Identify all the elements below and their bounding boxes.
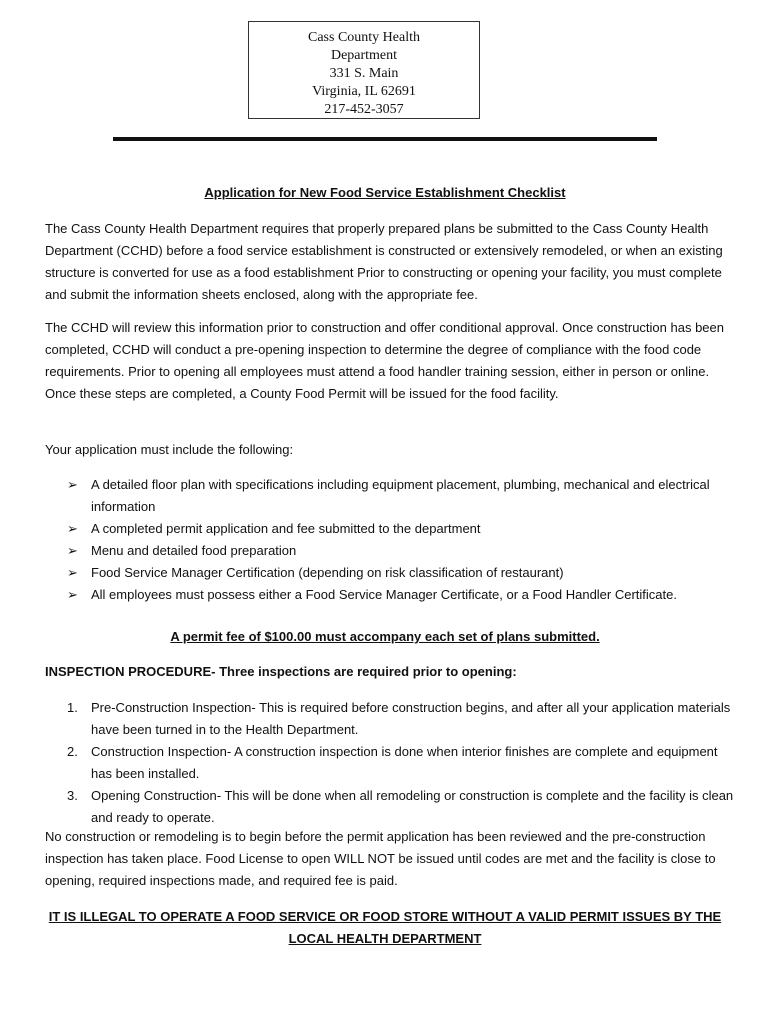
address-line: 331 S. Main [329, 66, 399, 81]
list-number: 1. [67, 700, 78, 715]
legal-warning: IT IS ILLEGAL TO OPERATE A FOOD SERVICE OR FOOD STORE WITHOUT A VALID PERMIT ISSUES BY THE LOCAL HEALTH DEPARTMENT [48, 909, 722, 946]
list-item [45, 474, 735, 518]
list-item-text: Food Service Manager Certification (depending on risk classification of restaurant) [91, 565, 564, 580]
list-item [45, 584, 735, 606]
list-number: 3. [67, 788, 78, 803]
fee-notice: A permit fee of $100.00 must accompany each set of plans submitted. [170, 629, 600, 644]
list-item-text: A detailed floor plan with specifications including equipment placement, plumbing, mechanical and electrical information [91, 477, 710, 514]
intro-paragraph: The Cass County Health Department requires that properly prepared plans be submitted to the Cass County Health Department (CCHD) before a food service establishment is constructed or extensively remodeled, or when an existing structure is converted for use as a food establishment Prior to constructing or opening your facility, you must complete and submit the information sheets enclosed, along with the appropriate fee. [45, 221, 723, 302]
arrowhead-bullet-icon: ➢ [67, 521, 78, 536]
list-item-text: Pre-Construction Inspection- This is required before construction begins, and after all your application materials have been turned in to the Health Department. [91, 700, 731, 737]
list-item-text: Construction Inspection- A construction inspection is done when interior finishes are complete and equipment has been installed. [91, 744, 718, 781]
horizontal-divider [113, 137, 657, 141]
list-item [45, 518, 735, 540]
requirements-list [45, 474, 735, 606]
inspection-heading: INSPECTION PROCEDURE- Three inspections are required prior to opening: [45, 664, 517, 679]
arrowhead-bullet-icon: ➢ [67, 477, 78, 492]
list-item [45, 785, 735, 829]
review-paragraph: The CCHD will review this information prior to construction and offer conditional approval. Once construction has been completed, CCHD will conduct a pre-opening inspection to determine the degree of compliance with the food code requirements. Prior to opening all employees must attend a food handler training session, either in person or online. Once these steps are completed, a County Food Permit will be issued for the food facility. [45, 320, 724, 401]
closing-paragraph: No construction or remodeling is to begin before the permit application has been reviewed and the pre-construction inspection has taken place. Food License to open WILL NOT be issued until codes are met and the facility is close to opening, required inspections made, and required fee is paid. [45, 829, 716, 888]
address-line: Department [330, 48, 398, 63]
list-item-text: Menu and detailed food preparation [91, 543, 297, 558]
address-line: Cass County Health [308, 30, 420, 45]
list-item-text: Opening Construction- This will be done when all remodeling or construction is complete and the facility is clean and ready to operate. [91, 788, 734, 825]
list-item [45, 697, 735, 741]
arrowhead-bullet-icon: ➢ [67, 587, 78, 602]
include-intro: Your application must include the following: [45, 442, 294, 457]
inspection-list [45, 697, 735, 829]
arrowhead-bullet-icon: ➢ [67, 543, 78, 558]
address-line: Virginia, IL 62691 [312, 84, 416, 99]
list-number: 2. [67, 744, 78, 759]
list-item-text: All employees must possess either a Food Service Manager Certificate, or a Food Handler Certificate. [91, 587, 677, 602]
list-item-text: A completed permit application and fee submitted to the department [91, 521, 481, 536]
document-title: Application for New Food Service Establishment Checklist [204, 185, 566, 200]
list-item [45, 540, 735, 562]
department-address-box [248, 21, 480, 119]
list-item [45, 741, 735, 785]
list-item [45, 562, 735, 584]
phone-line: 217-452-3057 [324, 102, 404, 117]
arrowhead-bullet-icon: ➢ [67, 565, 78, 580]
